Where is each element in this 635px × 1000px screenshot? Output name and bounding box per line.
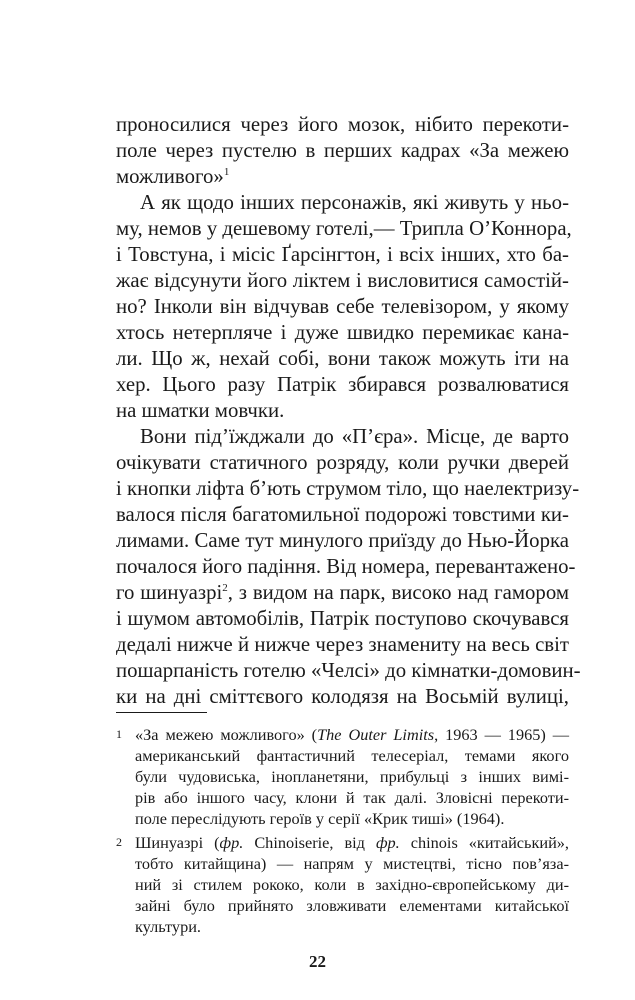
footnote-line: рів або іншого часу, клони й так далі. Зловісні перекоти- — [135, 788, 569, 807]
text-line: валося після багатомильної подорожі товстими ки- — [116, 503, 569, 526]
footnote-line: зайні було прийнято зловживати елементами китайської — [135, 896, 569, 915]
footnote-line: американський фантастичний телесеріал, темами якого — [135, 746, 569, 765]
text-line: му, немов у дешевому готелі,— Трипла О’Коннора, — [116, 217, 572, 240]
text-line: очікувати статичного розряду, коли ручки дверей — [116, 451, 569, 474]
text-line: ли. Що ж, нехай собі, вони також можуть іти на — [116, 347, 569, 370]
text-line: на шматки мовчки. — [116, 399, 285, 422]
text-line: можливого»$^1$ — [116, 165, 230, 188]
text-line: проносилися через його мозок, нібито перекоти- — [116, 113, 569, 136]
text-line: жає відсунути його ліктем і висловитися самостій- — [116, 269, 569, 292]
footnote-mark[interactable]: 1 — [223, 166, 230, 179]
text-line: ки на дні сміттєвого колодязя на Восьмій вулиці, — [116, 685, 569, 708]
footnote-line: тобто китайщина) — напрям у мистецтві, тісно пов’яза- — [135, 854, 569, 873]
footnote-line: були чудовиська, інопланетяни, прибульці з інших вимі- — [135, 767, 569, 786]
text-line: хер. Цього разу Патрік збирався розвалюватися — [116, 373, 569, 396]
text-line: пошарпаність готелю «Челсі» до кімнатки-домовин- — [116, 659, 581, 682]
footnote-line: ний зі стилем рококо, коли в західно-європейському ди- — [135, 875, 569, 894]
footnote-line: культури. — [135, 917, 201, 936]
page-number: 22 — [309, 952, 326, 971]
text-line: хтось нетерпляче і дуже швидко перемикає кана- — [116, 321, 569, 344]
text-line: но? Інколи він відчував себе телевізором, у якому — [116, 295, 569, 318]
footnote-mark[interactable]: 2 — [222, 582, 228, 595]
footnote-number: 2 — [116, 835, 122, 849]
footnote-line: «За межею можливого» (The Outer Limits, 1963 — 1965) — — [135, 725, 569, 744]
text-line: дедалі нижче й нижче через знамениту на весь світ — [116, 633, 569, 656]
text-line: поле через пустелю в перших кадрах «За межею — [116, 139, 569, 162]
paragraph-start: А як щодо інших персонажів, які живуть у ньо- — [140, 191, 569, 214]
footnote-number: 1 — [116, 727, 122, 741]
text-line: го шинуазрі$^2$, з видом на парк, високо над гамором — [116, 581, 569, 604]
text-line: і кнопки ліфта б’ють струмом тіло, що наелектризу- — [116, 477, 580, 500]
paragraph-start: Вони під’їжджали до «П’єра». Місце, де варто — [140, 425, 569, 448]
footnote-line: Шинуазрі (фр. Chinoiserie, від фр. chinois «китайський», — [135, 833, 570, 852]
footnote-line: поле переслідують героїв у серії «Крик тиші» (1964). — [135, 809, 505, 828]
text-line: лимами. Саме тут минулого приїзду до Нью-Йорка — [116, 529, 569, 552]
text-line: і Товстуна, і місіс Ґарсінгтон, і всіх інших, хто ба- — [116, 243, 569, 266]
footnote-divider — [116, 712, 207, 713]
text-line: почалося його падіння. Від номера, перевантажено- — [116, 555, 576, 578]
text-line: і шумом автомобілів, Патрік поступово скочувався — [116, 607, 569, 630]
